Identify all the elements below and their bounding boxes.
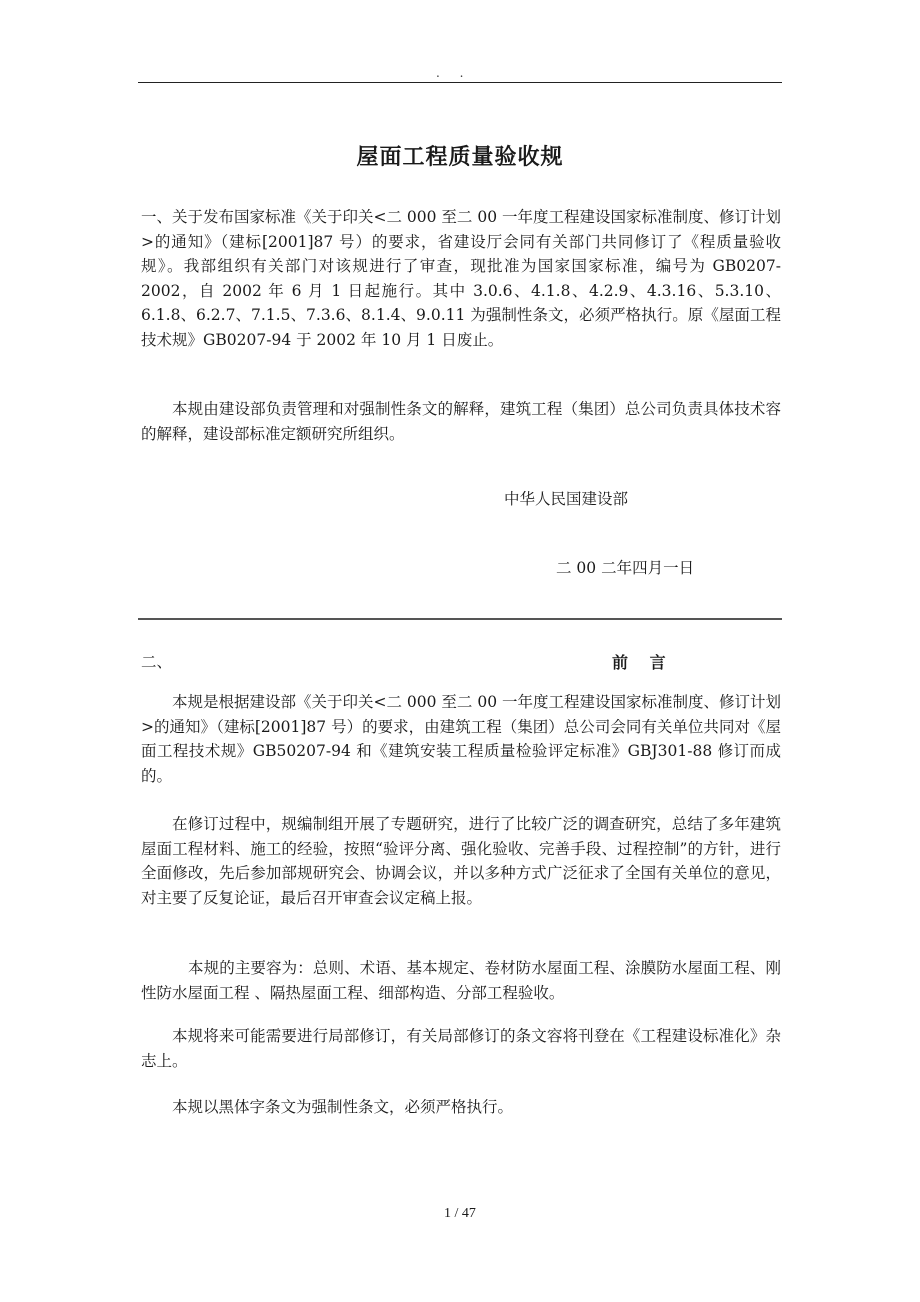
page-number: 1 / 47	[444, 1206, 476, 1221]
header-mark: . .	[436, 66, 472, 80]
preface-paragraph-revisions: 本规将来可能需要进行局部修订，有关局部修订的条文容将刊登在《工程建设标准化》杂志上。	[141, 1027, 781, 1070]
header-rule	[138, 82, 782, 83]
section-title: 前 言	[612, 653, 674, 672]
announcement-paragraph: 一、关于发布国家标准《关于印关<二 000 至二 00 一年度工程建设国家标准制度、修订计划>的通知》（建标[2001]87 号）的要求，省建设厅会同有关部门共同修订了《程质量验收规》。我部组织有关部门对该规进行了审查，现批准为国家国家标准，编号为 GB0207-2002，自 2002 年 6 月 1 日起施行。其中 3.0.6、4.1.8、4.2.9、4.3.16、5.3.10、6.1.8、6.2.7、7.1.5、7.3.6、8.1.4、9.0.11 为强制性条文，必须严格执行。原《屋面工程技术规》GB0207-94 于 2002 年 10 月 1 日废止。	[141, 208, 782, 349]
document-title: 屋面工程质量验收规	[356, 145, 564, 170]
preface-paragraph-process: 在修订过程中，规编制组开展了专题研究，进行了比较广泛的调查研究，总结了多年建筑屋面工程材料、施工的经验，按照“验评分离、强化验收、完善手段、过程控制”的方针，进行全面修改，先后参加部规研究会、协调会议，并以多种方式广泛征求了全国有关单位的意见，对主要了反复论证，最后召开审查会议定稿上报。	[141, 815, 781, 907]
section-divider	[138, 618, 782, 620]
signature-date: 二 00 二年四月一日	[556, 559, 695, 577]
preface-paragraph-mandatory: 本规以黑体字条文为强制性条文，必须严格执行。	[172, 1098, 514, 1116]
preface-paragraph-origin: 本规是根据建设部《关于印关<二 000 至二 00 一年度工程建设国家标准制度、修订计划>的通知》（建标[2001]87 号）的要求，由建筑工程（集团）总公司会同有关单位共同对《屋面工程技术规》GB50207-94 和《建筑安装工程质量检验评定标准》GBJ301-88 修订而成的。	[141, 693, 782, 785]
signature-organization: 中华人民国建设部	[504, 490, 629, 508]
responsibility-paragraph: 本规由建设部负责管理和对强制性条文的解释，建筑工程（集团）总公司负责具体技术容的解释，建设部标准定额研究所组织。	[141, 400, 781, 443]
preface-paragraph-contents: 本规的主要容为：总则、术语、基本规定、卷材防水屋面工程、涂膜防水屋面工程、刚性防水屋面工程 、隔热屋面工程、细部构造、分部工程验收。	[141, 959, 781, 1002]
section-number: 二、	[141, 653, 173, 671]
